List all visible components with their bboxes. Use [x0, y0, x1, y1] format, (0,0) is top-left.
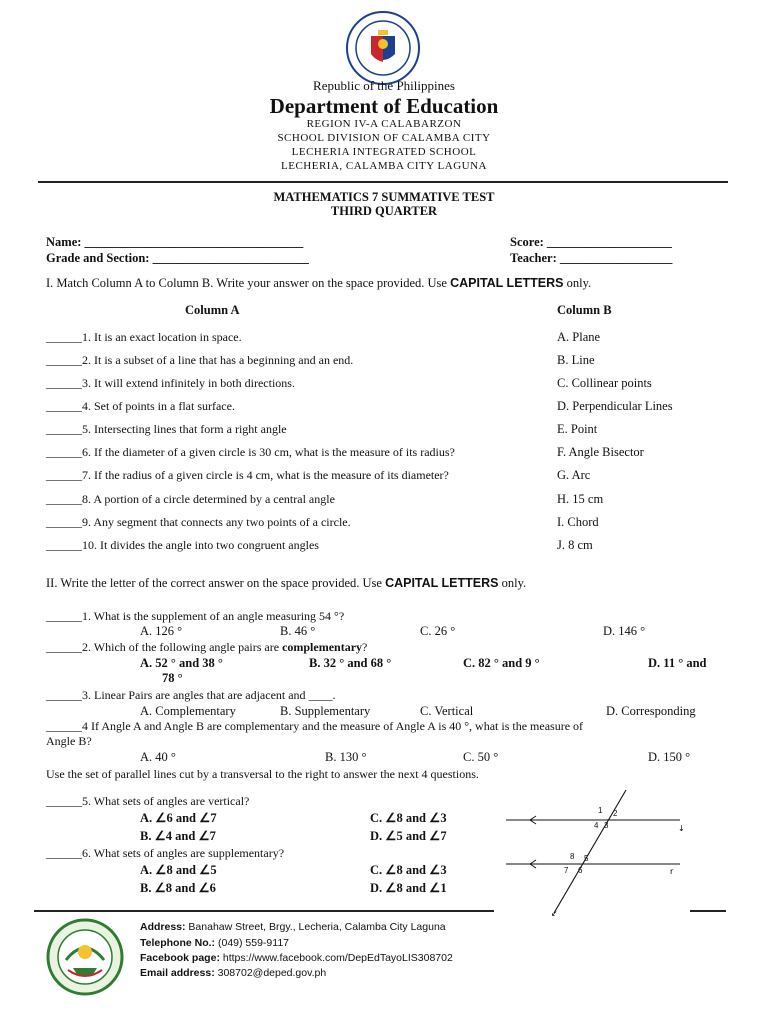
- match-answer: E. Point: [557, 422, 598, 436]
- test-title: MATHEMATICS 7 SUMMATIVE TEST: [273, 190, 495, 204]
- q2-option-c: C. 82 ° and 9 °: [463, 656, 540, 670]
- match-item: ______3. It will extend infinitely in both directions.: [46, 376, 295, 390]
- part1-instruction: I. Match Column A to Column B. Write your answer on the space provided. Use CAPITAL LETTERS only.: [46, 276, 592, 290]
- footer-phone: Telephone No.: (049) 559-9117: [140, 937, 290, 949]
- q2-option-b: B. 32 ° and 68 °: [309, 656, 392, 670]
- header-divider: [38, 181, 728, 183]
- department-title: Department of Education: [269, 94, 499, 118]
- match-item: ______2. It is a subset of a line that has a beginning and an end.: [46, 353, 354, 367]
- column-a-heading: Column A: [185, 303, 240, 317]
- angle-label-1: 1: [598, 806, 603, 815]
- angle-label-3: 3: [604, 821, 609, 830]
- match-answer: J. 8 cm: [557, 538, 593, 552]
- match-answer: F. Angle Bisector: [557, 445, 644, 459]
- q1-option-a: A. 126 °: [140, 624, 183, 638]
- svg-text:r: r: [670, 867, 674, 876]
- angle-label-8: 8: [570, 852, 575, 861]
- angle-label-6: 6: [578, 866, 583, 875]
- region-text: REGION IV-A CALABARZON: [306, 118, 462, 130]
- q3-option-a: A. Complementary: [140, 704, 236, 718]
- q4-option-b: B. 130 °: [325, 750, 367, 764]
- question-4-cont: Angle B?: [46, 734, 92, 748]
- question-2: ______2. Which of the following angle pairs are complementary?: [46, 640, 368, 654]
- q4-option-c: C. 50 °: [463, 750, 499, 764]
- footer-divider: [34, 910, 494, 912]
- q2-option-d: D. 11 ° and: [648, 656, 707, 670]
- parallel-lines-note: Use the set of parallel lines cut by a transversal to the right to answer the next 4 questions.: [46, 767, 479, 781]
- q1-option-b: B. 46 °: [280, 624, 316, 638]
- footer-email[interactable]: Email address: 308702@deped.gov.ph: [140, 967, 327, 979]
- q6-option-c: C. ∠8 and ∠3: [370, 863, 447, 877]
- q6-option-a: A. ∠8 and ∠5: [140, 863, 217, 877]
- score-field[interactable]: Score: ____________________: [510, 235, 672, 249]
- q2-option-d-cont: 78 °: [162, 671, 183, 685]
- location-text: LECHERIA, CALAMBA CITY LAGUNA: [281, 160, 487, 172]
- q1-option-d: D. 146 °: [603, 624, 646, 638]
- question-3: ______3. Linear Pairs are angles that are adjacent and ____.: [46, 688, 336, 702]
- footer-address: Address: Banahaw Street, Brgy., Lecheria, Calamba City Laguna: [140, 921, 446, 933]
- svg-text:↙: ↙: [551, 909, 558, 918]
- q5-option-c: C. ∠8 and ∠3: [370, 811, 447, 825]
- footer-divider-short: [690, 910, 726, 912]
- q5-option-a: A. ∠6 and ∠7: [140, 811, 217, 825]
- q6-option-b: B. ∠8 and ∠6: [140, 881, 216, 895]
- q2-option-a: A. 52 ° and 38 °: [140, 656, 223, 670]
- angle-label-4: 4: [594, 821, 599, 830]
- question-5: ______5. What sets of angles are vertical?: [46, 794, 250, 808]
- division-text: SCHOOL DIVISION OF CALAMBA CITY: [277, 132, 491, 144]
- republic-text: Republic of the Philippines: [313, 78, 455, 93]
- match-item: ______6. If the diameter of a given circle is 30 cm, what is the measure of its radius?: [46, 445, 455, 459]
- match-item: ______1. It is an exact location in space.: [46, 330, 242, 344]
- angle-label-2: 2: [613, 809, 618, 818]
- name-field[interactable]: Name: ___________________________________: [46, 235, 304, 249]
- q3-option-b: B. Supplementary: [280, 704, 371, 718]
- match-item: ______10. It divides the angle into two congruent angles: [46, 538, 319, 552]
- school-seal: [46, 918, 124, 996]
- match-answer: A. Plane: [557, 330, 601, 344]
- match-item: ______9. Any segment that connects any two points of a circle.: [46, 515, 351, 529]
- match-item: ______8. A portion of a circle determined by a central angle: [46, 492, 335, 506]
- school-text: LECHERIA INTEGRATED SCHOOL: [291, 146, 477, 158]
- match-answer: G. Arc: [557, 468, 591, 482]
- teacher-field[interactable]: Teacher: __________________: [510, 251, 673, 265]
- grade-section-field[interactable]: Grade and Section: _________________________: [46, 251, 309, 265]
- q6-option-d: D. ∠8 and ∠1: [370, 881, 447, 895]
- question-4: ______4 If Angle A and Angle B are complementary and the measure of Angle A is 40 °, what is the measure of: [46, 719, 584, 733]
- match-item: ______5. Intersecting lines that form a right angle: [46, 422, 287, 436]
- match-answer: H. 15 cm: [557, 492, 604, 506]
- match-answer: C. Collinear points: [557, 376, 652, 390]
- column-b-heading: Column B: [557, 303, 612, 317]
- transversal-diagram: [498, 788, 688, 918]
- q5-option-d: D. ∠5 and ∠7: [370, 829, 447, 843]
- svg-text:↓: ↓: [678, 824, 685, 833]
- test-quarter: THIRD QUARTER: [330, 204, 438, 218]
- angle-label-7: 7: [564, 866, 569, 875]
- question-1: ______1. What is the supplement of an angle measuring 54 °?: [46, 609, 345, 623]
- match-item: ______7. If the radius of a given circle is 4 cm, what is the measure of its diameter?: [46, 468, 449, 482]
- match-answer: D. Perpendicular Lines: [557, 399, 673, 413]
- q1-option-c: C. 26 °: [420, 624, 456, 638]
- part2-instruction: II. Write the letter of the correct answer on the space provided. Use CAPITAL LETTERS only.: [46, 576, 527, 590]
- footer-facebook[interactable]: Facebook page: https://www.facebook.com/DepEdTayoLIS308702: [140, 952, 453, 964]
- question-6: ______6. What sets of angles are supplementary?: [46, 846, 285, 860]
- match-item: ______4. Set of points in a flat surface.: [46, 399, 235, 413]
- q4-option-a: A. 40 °: [140, 750, 176, 764]
- q4-option-d: D. 150 °: [648, 750, 691, 764]
- q3-option-d: D. Corresponding: [606, 704, 696, 718]
- match-answer: I. Chord: [557, 515, 599, 529]
- angle-label-5: 5: [584, 854, 589, 863]
- q3-option-c: C. Vertical: [420, 704, 474, 718]
- q5-option-b: B. ∠4 and ∠7: [140, 829, 216, 843]
- match-answer: B. Line: [557, 353, 595, 367]
- deped-seal: [345, 10, 421, 86]
